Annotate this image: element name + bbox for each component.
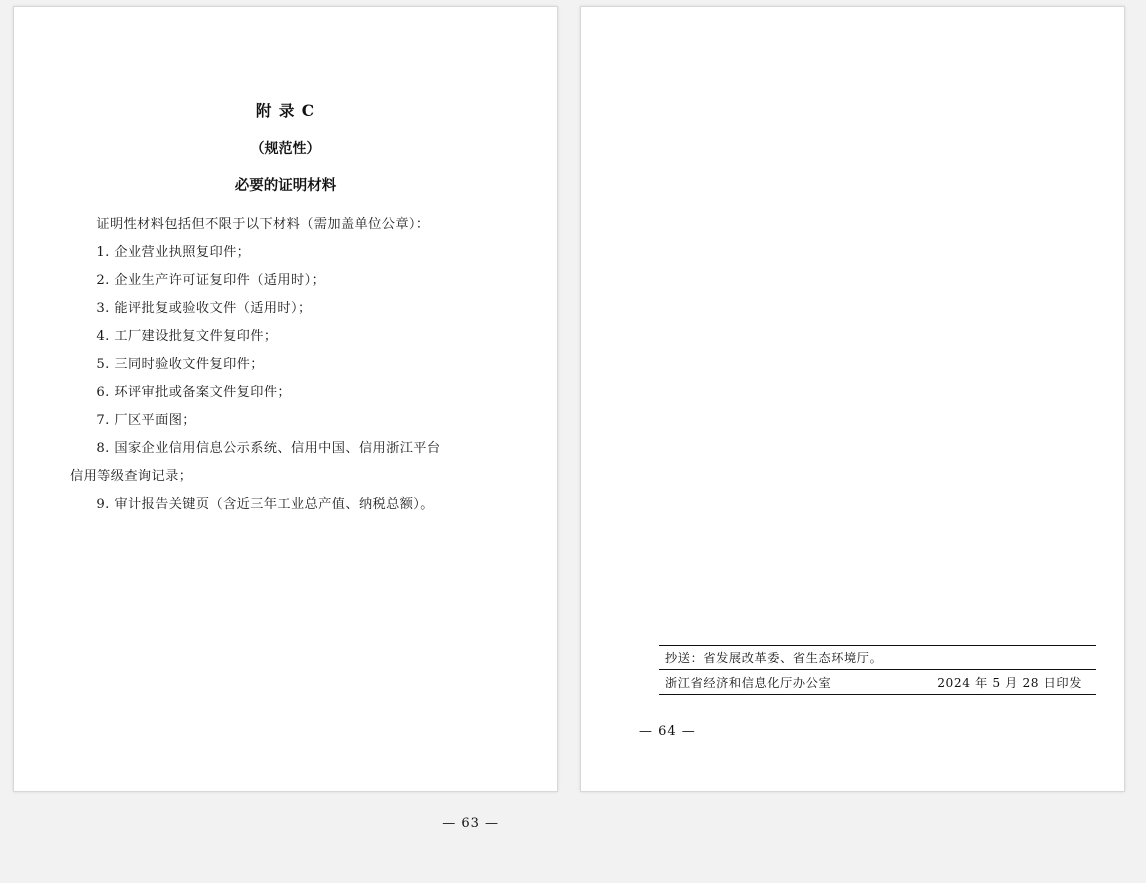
document-page-64 xyxy=(580,6,1125,792)
list-item: 5. 三同时验收文件复印件； xyxy=(96,357,264,372)
list-item: 9. 审计报告关键页（含近三年工业总产值、纳税总额）。 xyxy=(96,497,434,512)
copy-to-text: 抄送：省发展改革委、省生态环境厅。 xyxy=(665,651,883,665)
list-item: 6. 环评审批或备案文件复印件； xyxy=(96,385,292,400)
issue-date-text: 2024 年 5 月 28 日印发 xyxy=(937,675,1082,690)
document-page-63 xyxy=(13,6,558,831)
list-item: 2. 企业生产许可证复印件（适用时）； xyxy=(96,273,326,288)
list-item: 3. 能评批复或验收文件（适用时）； xyxy=(96,301,312,316)
list-item: 8. 国家企业信用信息公示系统、信用中国、信用浙江平台 xyxy=(96,441,441,456)
intro-paragraph: 证明性材料包括但不限于以下材料（需加盖单位公章）： xyxy=(96,217,430,232)
distribution-table xyxy=(659,645,1096,695)
list-item: 4. 工厂建设批复文件复印件； xyxy=(96,329,278,344)
appendix-section-title: 必要的证明材料 xyxy=(234,177,337,194)
list-item: 7. 厂区平面图； xyxy=(96,413,196,428)
distribution-row-issuer xyxy=(659,670,1096,694)
appendix-subtitle: （规范性） xyxy=(250,141,321,157)
distribution-row-copyto xyxy=(659,646,1096,670)
list-item-continuation: 信用等级查询记录； xyxy=(70,469,193,484)
page-number: — 63 — xyxy=(442,816,499,831)
appendix-body xyxy=(70,211,501,519)
appendix-title: 附 录 C xyxy=(255,101,316,120)
list-item: 1. 企业营业执照复印件； xyxy=(96,245,251,260)
issuer-text: 浙江省经济和信息化厅办公室 xyxy=(665,675,832,690)
page-number: — 64 — xyxy=(639,724,696,739)
